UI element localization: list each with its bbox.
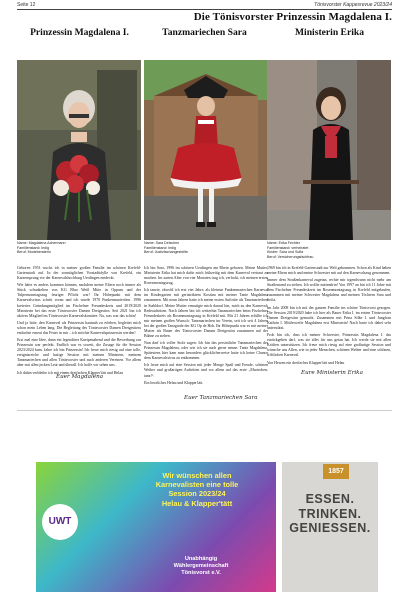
ad-slogan xyxy=(286,492,374,536)
signature-tanzmariechen: Euer Tanzmariechen Sara xyxy=(184,395,258,401)
edition-label: Tönisvorster Kappesrevue 2023/24 xyxy=(314,2,392,8)
caption-line: Familienstand: ledig xyxy=(144,245,176,250)
paragraph: Immer dem Straßenkarneval zugetan, rechte mir irgendwann nicht mehr am Straßenrand zu stehen. Ich wollte mittendrin! Von 1997 an bin ich 11 Jahre mit dem Fischelner Freundeskreis im Rosenmontagszug in Krefeld mitgelaufen, zusammen mit meiner Schwester Magdalena und meinen Töchtern Sara und Sofia. xyxy=(267,278,391,303)
caption-line: Familienstand: ledig xyxy=(17,245,49,250)
slogan-line: TRINKEN. xyxy=(298,506,362,521)
headline-line: Wir wünschen allen xyxy=(162,471,232,480)
caption-tanzmariechen xyxy=(144,241,268,255)
paragraph: Wie hätte es anders kommen können, nachdem meine Eltern noch immer als Stück schunkelten von KG Blau Weiß Mitte in Oppum und der Tulpensonntagszug feuriger Pflicht war! Ihr Höhepunkt mit dem Karnevalsvirus schritt voran und ich wurde 1970 Funkenmariechen. 1996 kreiertes Gründungsmitglied im Fischelner Freundeskreis und 2019/2020 Ministerin bei das erste Tönisvorster Damen Dreigestirn. Seit 2021 bin ich aktives Mitglied im Tönisvorster Karnevalskomitee. Na, was war das schön! xyxy=(17,283,141,318)
caption-ministerin xyxy=(267,241,391,259)
paragraph: Nun darf ich voller Stolz sagen: Ich bin das persönliche Tanzmariechen der Prinzessin Magdalena, oder wie ich sie auch gerne nenne: Tante Magdalena. Spätestens hier kam man besonders glücklicherweise hatte ich keine Chance dem Karnevalsvirus zu entkommen. xyxy=(144,341,268,361)
org-line: Unabhängig xyxy=(184,556,218,562)
heading-tanzmariechen: Tanzmariechen Sara xyxy=(162,27,247,38)
photo-ministerin xyxy=(267,60,391,240)
headline-line: Karnevalisten eine tolle xyxy=(155,480,239,490)
caption-line: Kinder: Sara und Sofia xyxy=(267,250,304,255)
headline-line: Session 2023/24 xyxy=(168,489,226,499)
page-number: Seite 12 xyxy=(17,2,36,8)
caption-line: Beruf: Versicherungsfachfrau xyxy=(267,254,314,259)
article-tanzmariechen xyxy=(144,266,268,388)
ad-organization xyxy=(146,556,256,577)
signature-prinzessin: Euer Magdalena xyxy=(56,374,104,380)
article-ministerin xyxy=(267,266,391,368)
slogan-line: ESSEN. xyxy=(305,492,355,506)
header-rule xyxy=(17,9,392,10)
paragraph: Im Jahr 2008 bin ich mit der ganzen Familie ins schöne Tönisvorst gezogen. Die Session 2019/2020 habe ich hier als Bauer Erika I. im ersten Tönisvorster Damen Dreigestirn gemacht. Zusammen mit Prinz Silke I. und Jungfrau Kathrin I. Mittlerweile Magdalena erst Ministerin! Nach harte ich dabei sehr unterstützt. xyxy=(267,305,391,330)
ad-headline xyxy=(122,471,272,508)
paragraph: Ich dahin verbleibe ich mit einem dreifachen Klapper'tätt und Helau xyxy=(17,370,124,375)
uwt-logo-text: UWT xyxy=(48,516,72,527)
article-prinzessin xyxy=(17,266,141,378)
caption-line: Name: Sara Delschen xyxy=(144,241,180,245)
heading-prinzessin: Prinzessin Magdalena I. xyxy=(30,27,129,38)
caption-line: Familienstand: verheiratet xyxy=(267,245,309,250)
paragraph: Geboren 1953 wuchs ich in meiner großen Familie im schönen Krefeld-Gartenstadt auf. In der sonntäglichen Vorstadtidylle von Krefeld, ein Katzensprung vor der Karnevalshochburg Uerdingen entdeckt. xyxy=(17,266,141,281)
paragraph: Von Herzen ein dreifaches Klapper'tätt und Helau xyxy=(267,360,345,365)
photo-prinzessin xyxy=(17,60,141,240)
org-line: Wählergemeinschaft xyxy=(173,563,229,569)
restaurant-advertisement xyxy=(282,462,378,592)
ad-separator xyxy=(17,410,392,411)
caption-prinzessin xyxy=(17,241,141,255)
caption-line: Name: Magdalena Achermann xyxy=(17,241,66,245)
page-title: Die Tönisvorster Prinzessin Magdalena I. xyxy=(193,11,392,23)
org-line: Tönisvorst e.V. xyxy=(181,570,221,576)
caption-line: Name: Erika Fechter xyxy=(267,241,300,245)
caption-line: Beruf: Modeberaterin xyxy=(17,250,51,255)
paragraph: 1969 bin ich in Krefeld-Gartenstadt zur Welt gekommen. Schon als Kind haben meine Eltern mich und meine Schwester mit auf den Karnevalszug genommen. xyxy=(267,266,391,276)
paragraph: Ein herzliches Helau und Klapper'tätt. xyxy=(144,380,204,385)
headline-line: Helau & Klapper'tätt xyxy=(161,498,233,508)
paragraph: Froh bin ich, dass ich meiner Schwester, Prinzessin Magdalena I. das zurückgeben darf, was sie alles für uns getan hat. Ich werde sie mit allen Kräften unterstützen. Ich freue mich riesig auf eine großartige Session und wünsche uns Allen, wie in jeder Menschen, schönen Weiber und eine schönen, fröhlichen Karneval. xyxy=(267,333,391,358)
uwt-advertisement xyxy=(36,462,276,592)
slogan-line: GENIESSEN. xyxy=(289,521,371,535)
year-badge: 1857 xyxy=(323,464,349,479)
paragraph: Erst mal eine Idee, dann ein legendärer Kneipenabend und die Bewerbung zur Prinzessin war perfekt. Endlich war es soweit, die Zusage für die Session 2023/2024 kam. Jahre ich bin Prinzessin! Ich freue mich riesig auf eine tolle, ereignisreiche und lustige Session mit meinen Ministern, meinem Tanzmariechen und allen Tönisvorster und auch anderen Vereinen. Vor allem aber mit allen jecken Leut und überall. Ich hoffe wir sehen uns. xyxy=(17,338,141,368)
heading-ministerin: Ministerin Erika xyxy=(294,27,365,38)
paragraph: Ich bin Sara, 1996 im schönen Uerdingen am Rhein geboren. Meine Mutter, Ministerin Erika hat mich dafür mich frühzeitig mit dem Karneval vertraut zu machen. Im zarten Alter von vier Monaten trug ich, verlockt, ich meinen ersten Rosenmontagszug. xyxy=(144,266,268,286)
paragraph: Ich freue mich auf eine Session mit jeder Menge Spaß und Freude, schönen Weiber und großartigen Auftritten und vor allem auf das erste „Mariechen, tanz!“. xyxy=(144,363,268,378)
signature-ministerin: Eure Ministerin Erika xyxy=(301,370,363,376)
paragraph: Ich tanzte, obwohl ich erst vier Jahre, als kleinste Funkenmariechen Karneval im Kindergarten mit geriatriktem Kostüm mit meiner Tante Magdalena zusammen. Mit neun Jahren hatte ich meine ersten Auftritte als Tanzmariechen in Stahldorf. Meine Mutter ermutigte mich darauf hin, mich zu den Karneval-Redeauftritten. Nach Jahren bin ich weiterhin Tanzmariechen beim Fischelner Freundeskreis als Rosenmontagszug in Krefeld mit. Mit 21 Jahren erfüllte ich mir meinen großen Wunsch: Tanzmariechen im Verein, seit ich seit 4 Jahren bei der großen Tanzgarde der KG Op de Hoh. Ihr Höhepunkt war es mit meiner Mutter als Bauer des Tönisvorster Damen Dreigestirn zusammen auf der Bühne zu stehen. xyxy=(144,288,268,338)
photo-tanzmariechen xyxy=(144,60,268,240)
paragraph: Und ja bitte, den Karneval als Prinzessin hautnah zu erleben, begleitet mich schon mein Leben lang. Die Begleitung des Tönisvorster Damen Dreigestirns entfachte erneut das Feuer in mir – ich möchte Karnevalsprinzessin werden! xyxy=(17,320,141,335)
caption-line: Beruf: Justizfachangestellte xyxy=(144,250,188,255)
